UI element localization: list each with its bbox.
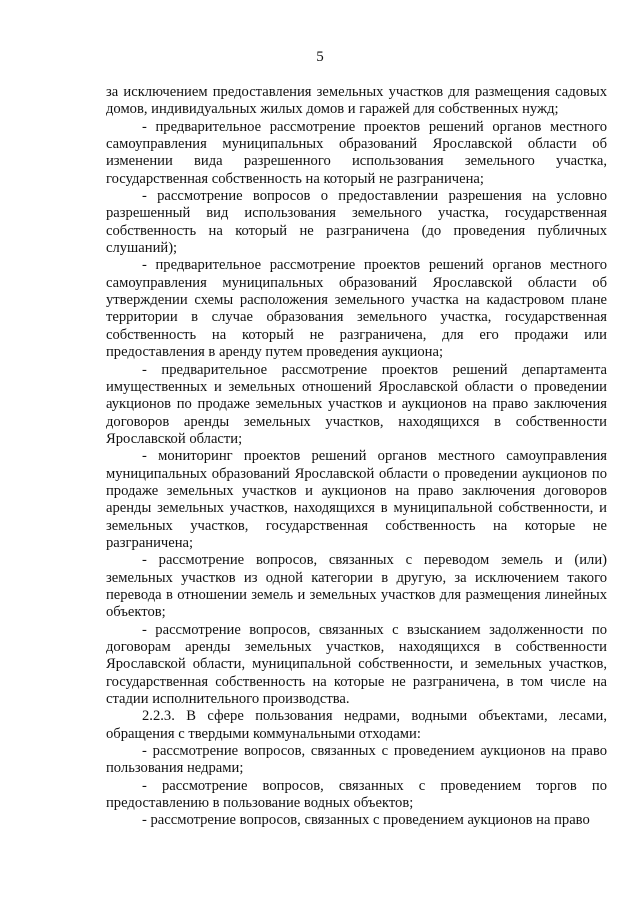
- paragraph-item: - предварительное рассмотрение проектов решений органов местного самоуправления муниципальных образований Ярославской области об изменении вида разрешенного использования земельного участка, государственная собственность на который не разграничена;: [106, 118, 607, 187]
- paragraph-item: - мониторинг проектов решений органов местного самоуправления муниципальных образований Ярославской области о проведении аукционов по продаже земельных участков и аукционов на право заключения договоров аренды земельных участков, находящихся в муниципальной собственности, и земельных участков, государственная собственность на которые не разграничена;: [106, 448, 607, 551]
- paragraph-continuation: за исключением предоставления земельных участков для размещения садовых домов, индивидуальных жилых домов и гаражей для собственных нужд;: [106, 84, 607, 118]
- paragraph-item: - рассмотрение вопросов, связанных с переводом земель и (или) земельных участков из одной категории в другую, за исключением такого перевода в отношении земель и земельных участков для размещения линейных объектов;: [106, 552, 607, 621]
- paragraph-item: - рассмотрение вопросов, связанных с проведением аукционов на право пользования недрами;: [106, 743, 607, 777]
- paragraph-item: - рассмотрение вопросов, связанных с проведением аукционов на право: [142, 812, 590, 829]
- paragraph-item: - рассмотрение вопросов, связанных с проведением торгов по предоставлению в пользование водных объектов;: [106, 777, 607, 812]
- page-number: 5: [316, 49, 324, 65]
- section-heading-2-2-3: 2.2.3. В сфере пользования недрами, водными объектами, лесами, обращения с твердыми коммунальными отходами:: [106, 708, 607, 742]
- paragraph-item: - предварительное рассмотрение проектов решений органов местного самоуправления муниципальных образований Ярославской области об утверждении схемы расположения земельного участка на кадастровом плане территории в случае образования земельного участка, государственная собственность на который не разграничена, для его продажи или предоставления в аренду путем проведения аукциона;: [106, 257, 607, 361]
- paragraph-item: - предварительное рассмотрение проектов решений департамента имущественных и земельных отношений Ярославской области о проведении аукционов по продаже земельных участков и аукционов на право заключения договоров аренды земельных участков, находящихся в собственности Ярославской области;: [106, 361, 607, 447]
- paragraph-item: - рассмотрение вопросов о предоставлении разрешения на условно разрешенный вид использования земельного участка, государственная собственность на который не разграничена (до проведения публичных слушаний);: [106, 188, 607, 257]
- paragraph-item: - рассмотрение вопросов, связанных с взысканием задолженности по договорам аренды земельных участков, находящихся в собственности Ярославской области, муниципальной собственности, и земельных участков, государственная собственность на которые не разграничена, в том числе на стадии исполнительного производства.: [106, 621, 607, 708]
- document-body: [106, 84, 607, 830]
